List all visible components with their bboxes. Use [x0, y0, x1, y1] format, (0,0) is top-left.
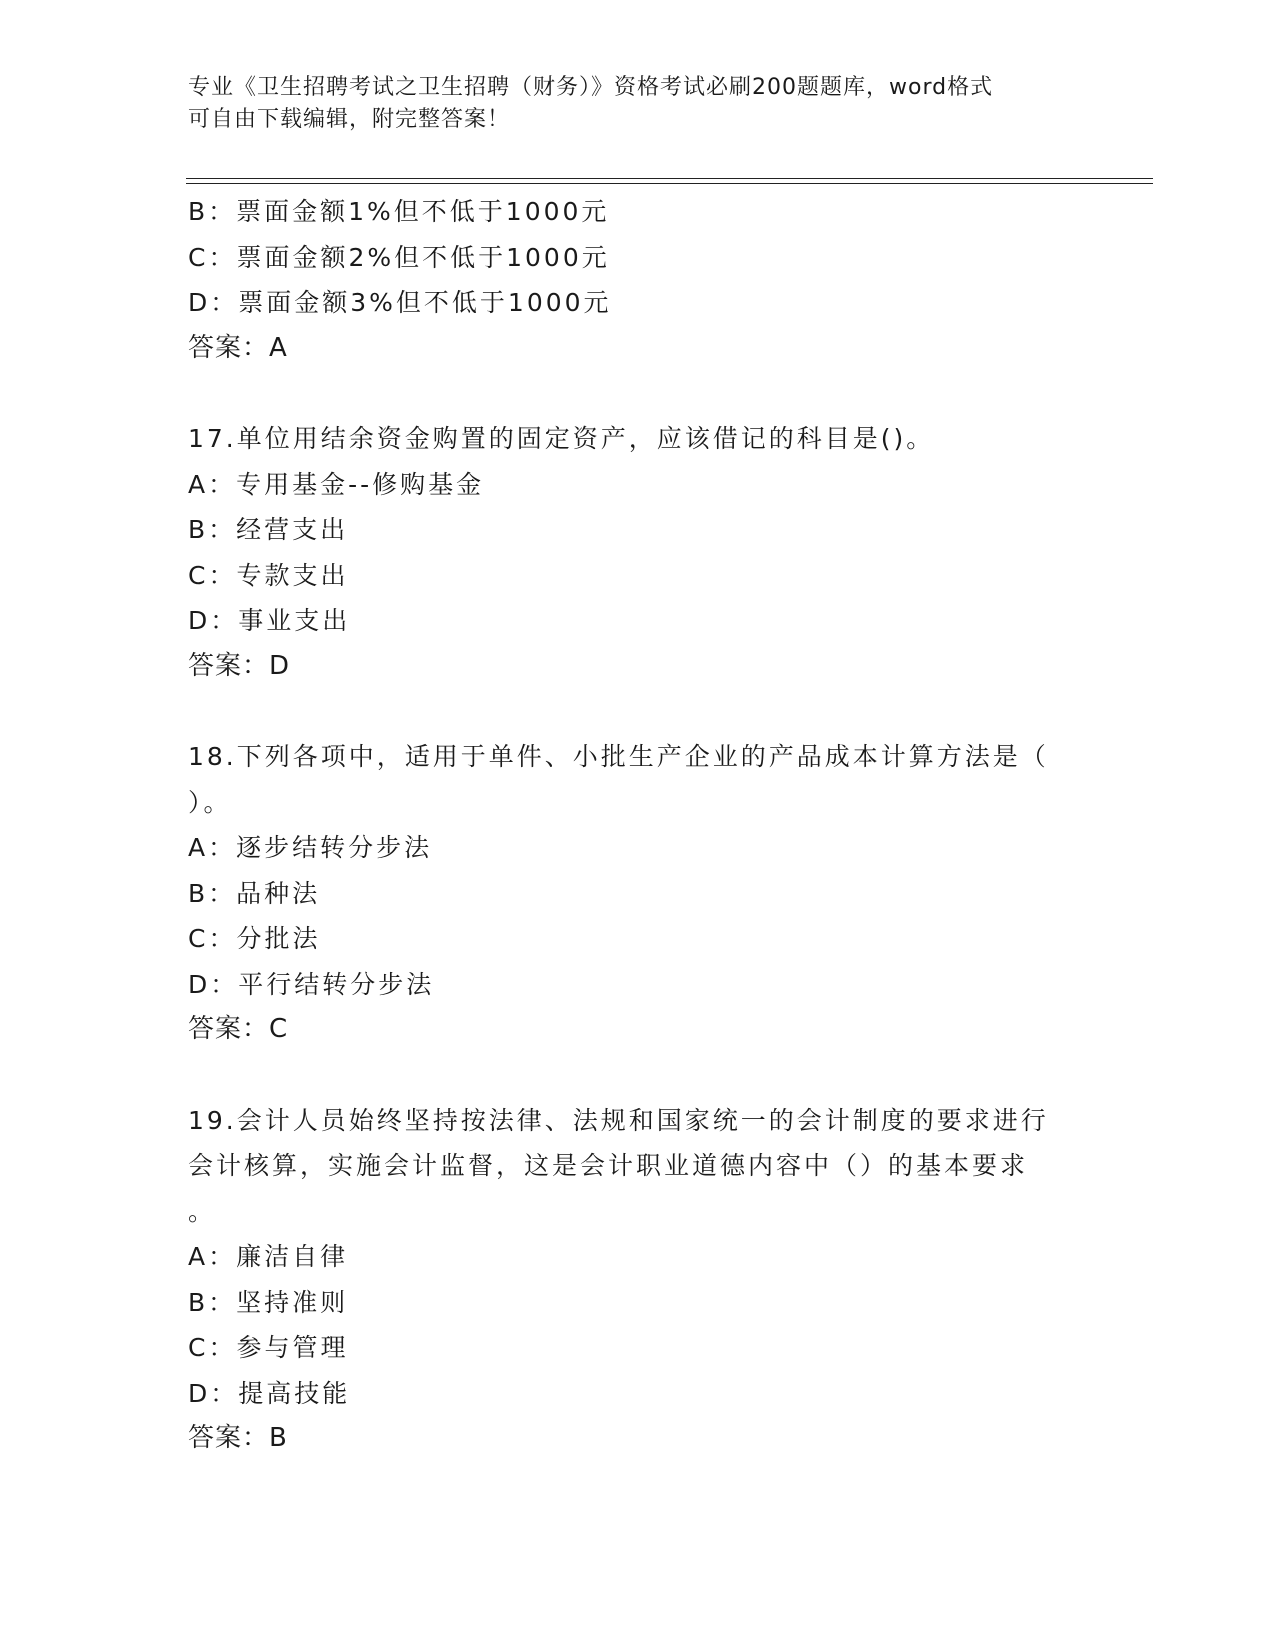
answer-line: 答案：B [188, 1423, 288, 1453]
option-c: C：分批法 [188, 924, 321, 953]
question-17 [188, 416, 1078, 689]
spacer [188, 689, 1078, 734]
option-a: A：专用基金--修购基金 [188, 469, 485, 499]
option-a: A：廉洁自律 [188, 1242, 349, 1271]
question-stem-line-2: 会计核算，实施会计监督，这是会计职业道德内容中（）的基本要求 [188, 1151, 1029, 1180]
option-d: D：提高技能 [188, 1378, 351, 1408]
question-stem: 17.单位用结余资金购置的固定资产，应该借记的科目是()。 [188, 424, 935, 453]
option-b: B：品种法 [188, 878, 321, 908]
question-content [188, 189, 1078, 1462]
option-b: B：坚持准则 [188, 1287, 349, 1317]
question-stem-line-2: ）。 [188, 787, 232, 817]
spacer [188, 1053, 1078, 1098]
answer-line: 答案：A [188, 332, 288, 363]
header-divider-top [186, 178, 1153, 179]
header-line-1: 专业《卫生招聘考试之卫生招聘（财务）》资格考试必刷200题题库，word格式 [188, 75, 994, 100]
option-c: C：专款支出 [188, 560, 349, 590]
option-b: B：票面金额1%但不低于1000元 [188, 197, 610, 226]
spacer [188, 371, 1078, 416]
prev-question-block [188, 189, 1078, 371]
header-divider-bottom [186, 183, 1153, 184]
question-18 [188, 734, 1078, 1053]
option-d: D：平行结转分步法 [188, 969, 435, 999]
question-stem-line-1: 19.会计人员始终坚持按法律、法规和国家统一的会计制度的要求进行 [188, 1105, 1049, 1135]
option-d: D：事业支出 [188, 606, 351, 635]
option-d: D：票面金额3%但不低于1000元 [188, 288, 612, 317]
question-stem-line-1: 18.下列各项中，适用于单件、小批生产企业的产品成本计算方法是（ [188, 742, 1049, 771]
header-line-2: 可自由下载编辑，附完整答案！ [188, 107, 511, 132]
question-19 [188, 1098, 1078, 1462]
answer-line: 答案：C [188, 1014, 289, 1044]
question-stem-line-3: 。 [188, 1196, 217, 1226]
document-header [188, 72, 1088, 136]
option-c: C：票面金额2%但不低于1000元 [188, 242, 610, 272]
option-c: C：参与管理 [188, 1333, 349, 1362]
option-b: B：经营支出 [188, 515, 349, 544]
answer-line: 答案：D [188, 650, 291, 681]
option-a: A：逐步结转分步法 [188, 833, 433, 862]
